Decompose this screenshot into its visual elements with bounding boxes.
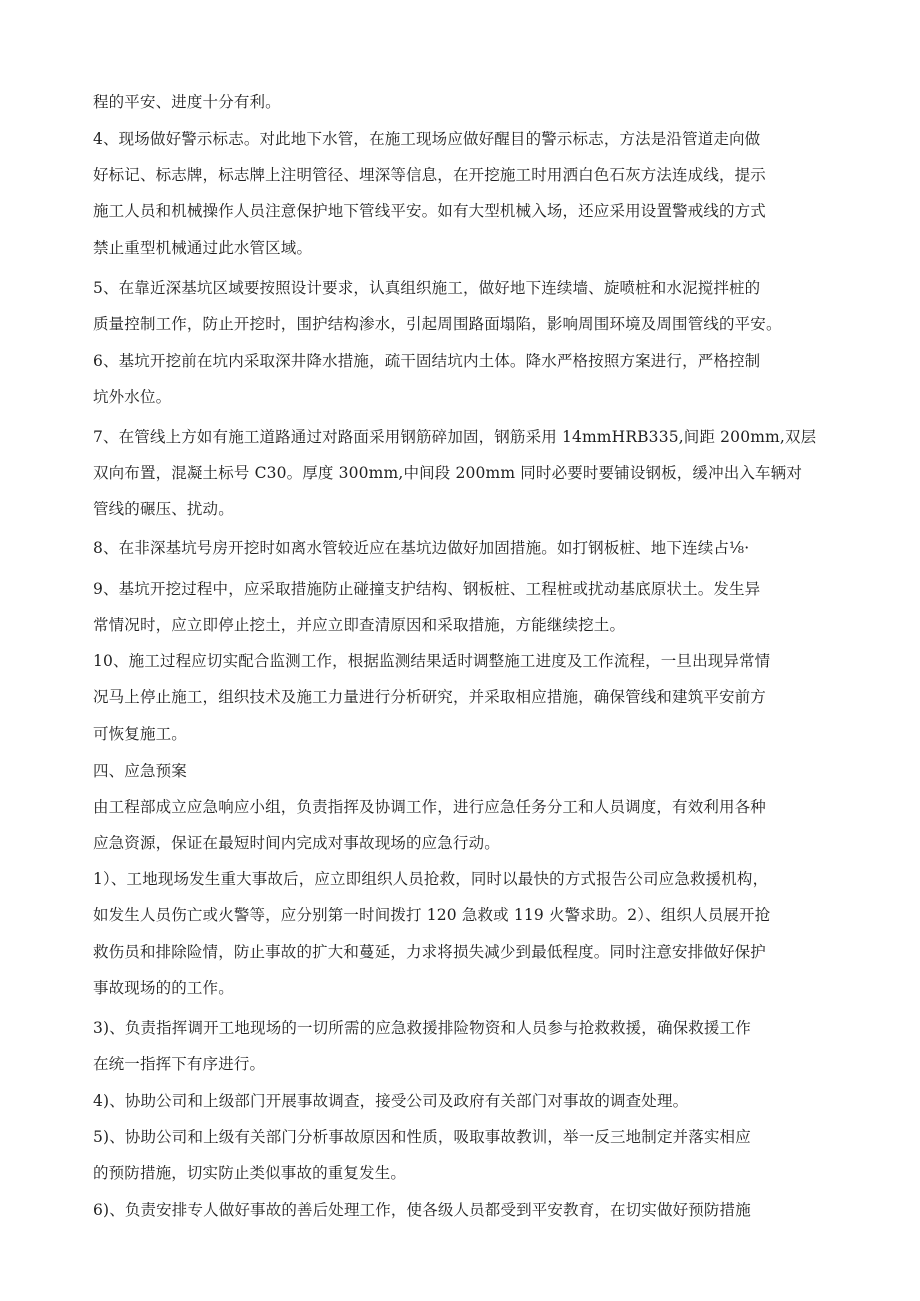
- text-line: 5、在靠近深基坑区域要按照设计要求，认真组织施工，做好地下连续墙、旋喷桩和水泥搅拌桩的: [93, 279, 761, 297]
- text-line: 程的平安、进度十分有利。: [93, 93, 281, 111]
- text-line: 可恢复施工。: [93, 725, 187, 743]
- text-line: 1）、工地现场发生重大事故后，应立即组织人员抢救，同时以最快的方式报告公司应急救援机构，: [93, 870, 769, 888]
- text-line: 管线的碾压、扰动。: [93, 500, 234, 518]
- text-line: 3)、负责指挥调开工地现场的一切所需的应急救援排险物资和人员参与抢救救援，确保救援工作: [93, 1019, 751, 1037]
- text-line: 应急资源，保证在最短时间内完成对事故现场的应急行动。: [93, 834, 500, 852]
- text-line: 双向布置，混凝土标号 C30。厚度 300mm,中间段 200mm 同时必要时要铺设钢板，缓冲出入车辆对: [93, 464, 802, 482]
- text-line: 9、基坑开挖过程中，应采取措施防止碰撞支护结构、钢板桩、工程桩或扰动基底原状土。发生异: [93, 580, 761, 598]
- text-line: 的预防措施，切实防止类似事故的重复发生。: [93, 1164, 407, 1182]
- text-line: 质量控制工作，防止开挖时，围护结构渗水，引起周围路面塌陷，影响周围环境及周围管线的平安。: [93, 315, 782, 333]
- text-line: 救伤员和排除险情，防止事故的扩大和蔓延，力求将损失减少到最低程度。同时注意安排做好保护: [93, 943, 766, 961]
- text-line: 坑外水位。: [93, 388, 172, 406]
- text-line: 如发生人员伤亡或火警等，应分别第一时间拨打 120 急救或 119 火警求助。2）、组织人员展开抢: [93, 906, 771, 924]
- text-line: 施工人员和机械操作人员注意保护地下管线平安。如有大型机械入场，还应采用设置警戒线的方式: [93, 202, 766, 220]
- text-line: 10、施工过程应切实配合监测工作，根据监测结果适时调整施工进度及工作流程，一旦出现异常情: [93, 652, 771, 670]
- text-line: 8、在非深基坑号房开挖时如离水管较近应在基坑边做好加固措施。如打钢板桩、地下连续占⅛·: [93, 539, 750, 557]
- text-line: 禁止重型机械通过此水管区域。: [93, 239, 313, 257]
- text-line: 7、在管线上方如有施工道路通过对路面采用钢筋碎加固，钢筋采用 14mmHRB335,间距 200mm,双层: [93, 428, 817, 446]
- text-line: 由工程部成立应急响应小组，负责指挥及协调工作，进行应急任务分工和人员调度，有效利用各种: [93, 798, 766, 816]
- text-line: 况马上停止施工，组织技术及施工力量进行分析研究，并采取相应措施，确保管线和建筑平安前方: [93, 688, 766, 706]
- text-line: 好标记、标志牌，标志牌上注明管径、埋深等信息，在开挖施工时用洒白色石灰方法连成线，提示: [93, 166, 766, 184]
- text-line: 6)、负责安排专人做好事故的善后处理工作，使各级人员都受到平安教育，在切实做好预防措施: [93, 1201, 751, 1219]
- text-line: 4、现场做好警示标志。对此地下水管，在施工现场应做好醒目的警示标志，方法是沿管道走向做: [93, 130, 761, 148]
- section-heading: 四、应急预案: [93, 762, 187, 780]
- text-line: 在统一指挥下有序进行。: [93, 1055, 266, 1073]
- text-line: 常情况时，应立即停止挖土，并应立即查清原因和采取措施，方能继续挖土。: [93, 616, 626, 634]
- text-line: 4)、协助公司和上级部门开展事故调查，接受公司及政府有关部门对事故的调查处理。: [93, 1092, 689, 1110]
- text-line: 6、基坑开挖前在坑内采取深井降水措施，疏干固结坑内土体。降水严格按照方案进行，严格控制: [93, 352, 761, 370]
- text-line: 事故现场的的工作。: [93, 979, 234, 997]
- text-line: 5)、协助公司和上级有关部门分析事故原因和性质，吸取事故教训，举一反三地制定并落实相应: [93, 1128, 751, 1146]
